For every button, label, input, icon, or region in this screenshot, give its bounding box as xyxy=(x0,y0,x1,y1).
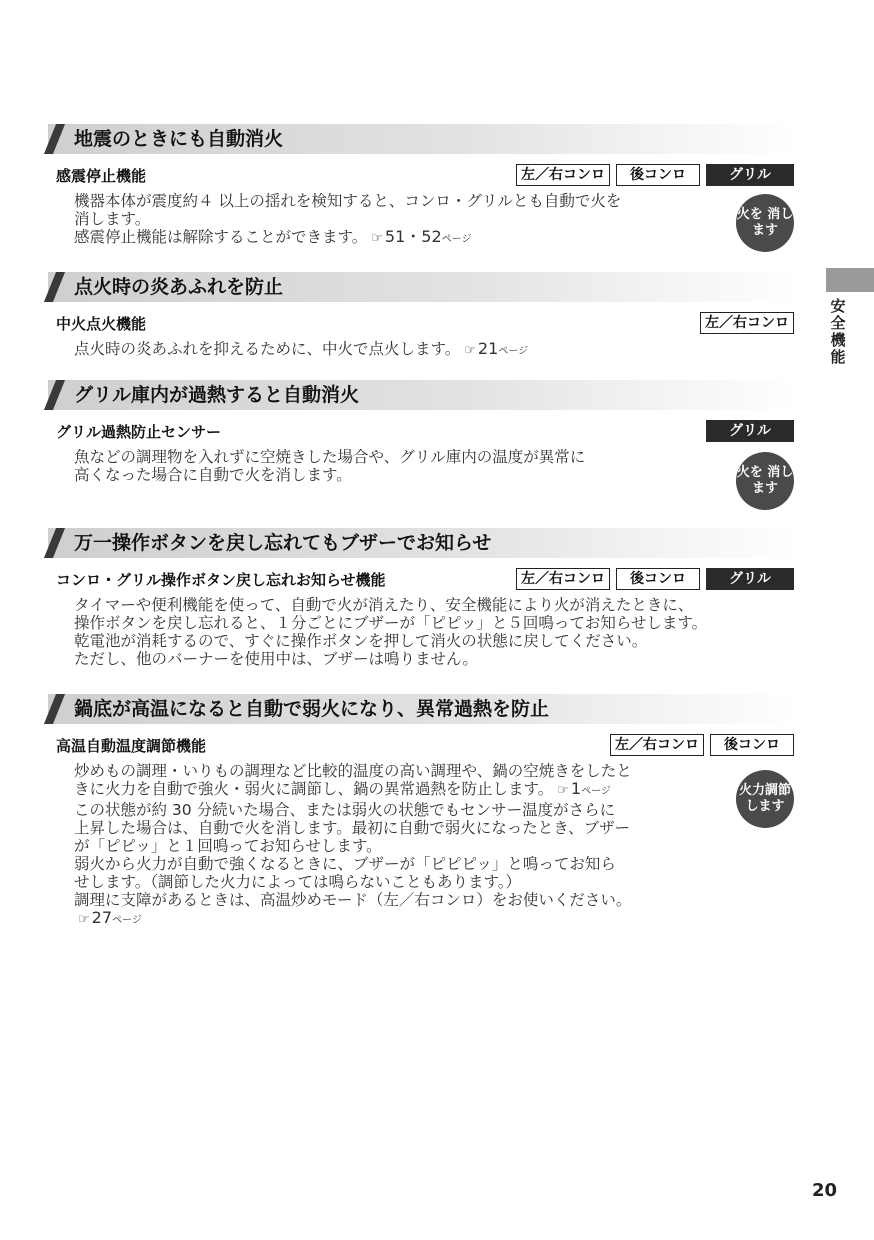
tag-left-right-burner: 左／右コンロ xyxy=(700,312,794,334)
tag-rear-burner: 後コンロ xyxy=(710,734,794,756)
section-button-reminder xyxy=(48,528,798,668)
section-high-temp xyxy=(48,694,798,930)
extinguish-badge: 火を 消します xyxy=(736,194,794,252)
section-body: 炒めもの調理・いりもの調理など比較的温度の高い調理や、鍋の空焼きをしたと きに火力を自動で強火・弱火に調節し、鍋の異常過熱を防止します。 ☞ 1ページ この状態が約 30 分続いた場合、または弱火の状態でもセンサー温度がさらに 上昇した場合は、自動で火を消します。最初に自動で弱火になったとき、ブザー が「ピピッ」と１回鳴ってお知らせします。 弱火から火力が自動で強くなるときに、ブザーが「ピピピッ」と鳴ってお知ら せします。（調節した火力によっては鳴らないこともあります。） 調理に支障があるときは、高温炒めモード（左／右コンロ）をお使いください。 ☞ 27ページ xyxy=(74,762,632,927)
tag-grill: グリル xyxy=(706,568,794,590)
tag-rear-burner: 後コンロ xyxy=(616,568,700,590)
section-title: 万一操作ボタンを戻し忘れてもブザーでお知らせ xyxy=(48,528,798,558)
title-slash-icon xyxy=(44,124,65,154)
page-reference-icon: ☞ xyxy=(78,912,90,927)
tag-rear-burner: 後コンロ xyxy=(616,164,700,186)
section-title: 鍋底が高温になると自動で弱火になり、異常過熱を防止 xyxy=(48,694,798,724)
title-slash-icon xyxy=(44,528,65,558)
tag-left-right-burner: 左／右コンロ xyxy=(516,164,610,186)
section-title: 点火時の炎あふれを防止 xyxy=(48,272,798,302)
section-body: 魚などの調理物を入れずに空焼きした場合や、グリル庫内の温度が異常に 高くなった場合に自動で火を消します。 xyxy=(74,448,586,484)
tag-grill: グリル xyxy=(706,164,794,186)
section-subtitle: 中火点火機能 xyxy=(56,315,147,333)
page-reference-icon: ☞ xyxy=(464,343,476,358)
side-tab-bar xyxy=(826,268,874,292)
tag-left-right-burner: 左／右コンロ xyxy=(516,568,610,590)
page-reference-icon: ☞ xyxy=(557,783,569,798)
section-subtitle: コンロ・グリル操作ボタン戻し忘れお知らせ機能 xyxy=(56,571,386,589)
side-tab-label: 安全機能 xyxy=(830,297,846,366)
title-slash-icon xyxy=(44,694,65,724)
tag-grill: グリル xyxy=(706,420,794,442)
page-reference-icon: ☞ xyxy=(371,231,383,246)
section-subtitle: グリル過熱防止センサー xyxy=(56,423,222,441)
tag-left-right-burner: 左／右コンロ xyxy=(610,734,704,756)
title-slash-icon xyxy=(44,380,65,410)
section-earthquake xyxy=(48,124,798,249)
section-subtitle: 感震停止機能 xyxy=(56,167,147,185)
heat-adjust-badge: 火力調節 します xyxy=(736,770,794,828)
section-title: 地震のときにも自動消火 xyxy=(48,124,798,154)
section-subtitle: 高温自動温度調節機能 xyxy=(56,737,207,755)
extinguish-badge: 火を 消します xyxy=(736,452,794,510)
section-body: 点火時の炎あふれを抑えるために、中火で点火します。 ☞ 21ページ xyxy=(74,339,529,358)
section-ignition xyxy=(48,272,798,361)
section-title: グリル庫内が過熱すると自動消火 xyxy=(48,380,798,410)
title-slash-icon xyxy=(44,272,65,302)
section-body: 機器本体が震度約４ 以上の揺れを検知すると、コンロ・グリルとも自動で火を 消します。 感震停止機能は解除することができます。 ☞ 51・52ページ xyxy=(74,192,622,246)
section-grill-overheat xyxy=(48,380,798,496)
section-body: タイマーや便利機能を使って、自動で火が消えたり、安全機能により火が消えたときに、 操作ボタンを戻し忘れると、１分ごとにブザーが「ピピッ」と５回鳴ってお知らせします。 乾電池が消耗するので、すぐに操作ボタンを押して消火の状態に戻してください。 ただし、他のバーナーを使用中は、ブザーは鳴りません。 xyxy=(74,596,708,668)
page-number: 20 xyxy=(812,1180,838,1201)
